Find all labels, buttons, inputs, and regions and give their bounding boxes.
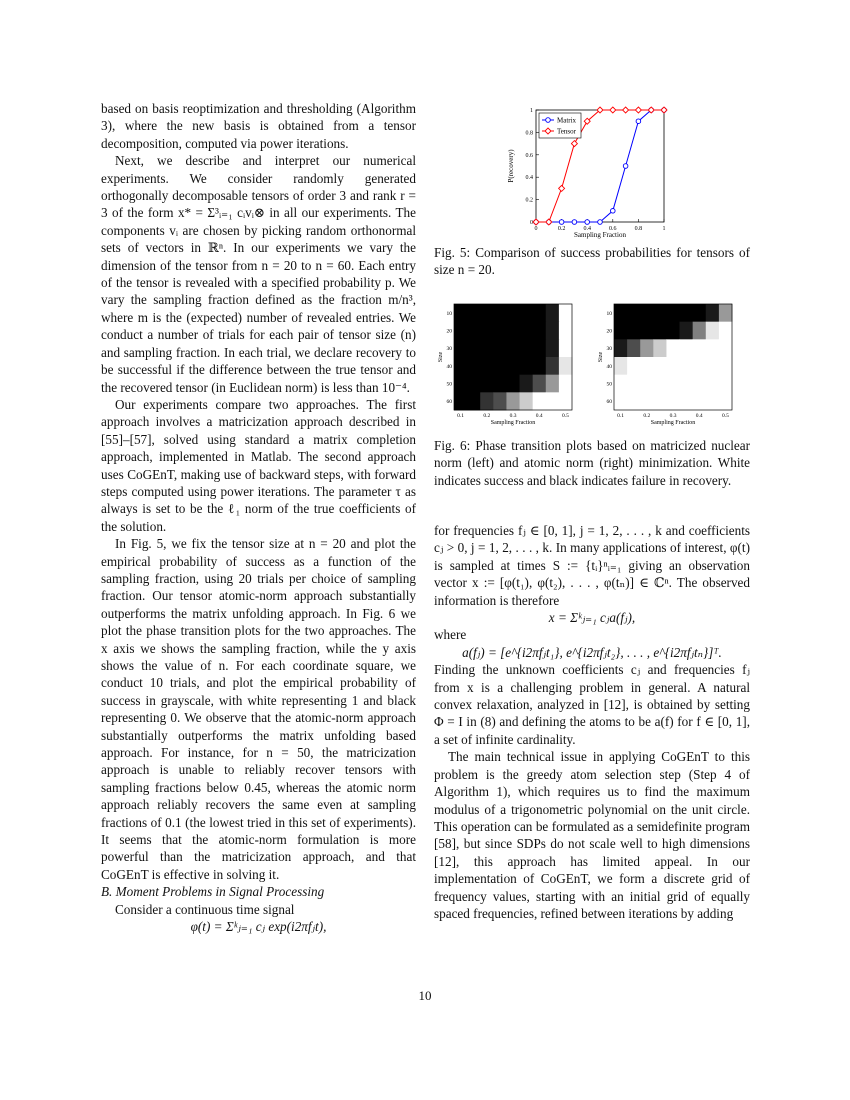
heatmap-cell (480, 304, 494, 322)
heatmap-cell (653, 304, 667, 322)
paragraph: Finding the unknown coefficients cⱼ and frequencies fⱼ from x is a challenging problem in general. A natural convex relaxation, analyzed in [12], is obtained by setting Φ = I in (8) and defining the atoms to be a(f) for f ∈ [0, 1], a set of infinite cardinality. (434, 662, 750, 747)
heatmap-cell (614, 357, 628, 375)
heatmap-cell (614, 375, 628, 393)
x-tick-label: 0.3 (509, 413, 517, 419)
heatmap-cell (666, 304, 680, 322)
heatmap-cell (680, 322, 694, 340)
heatmap-cell (719, 339, 733, 357)
x-axis-label: Sampling Fraction (490, 420, 536, 426)
data-point (611, 209, 616, 214)
data-point (559, 220, 564, 225)
x-tick-label: 0.4 (583, 226, 591, 232)
heatmap-cell (454, 322, 468, 340)
y-tick-label: 0.8 (525, 130, 533, 137)
x-tick-label: 0.5 (722, 413, 729, 419)
x-axis-label: Sampling Fraction (650, 420, 696, 426)
heatmap-cell (653, 357, 667, 375)
heatmap-cell (506, 322, 520, 340)
heatmap-cell (546, 357, 560, 375)
heatmap-cell (719, 357, 733, 375)
left-column (101, 100, 416, 936)
heatmap-cell (640, 339, 654, 357)
heatmap-cell (706, 339, 720, 357)
heatmap-cell (614, 339, 628, 357)
y-axis-label: P(recovery) (507, 149, 515, 183)
heatmap-cell (467, 357, 481, 375)
heatmap-cell (493, 322, 507, 340)
heatmap-cell (467, 392, 481, 410)
heatmap-cell (467, 375, 481, 393)
heatmap-cell (680, 392, 694, 410)
x-tick-label: 0.6 (609, 226, 617, 232)
heatmap-cell (480, 392, 494, 410)
heatmap-cell (520, 304, 534, 322)
heatmap-cell (506, 392, 520, 410)
y-tick-label: 50 (446, 381, 452, 388)
heatmap-cell (506, 339, 520, 357)
y-tick-label: 0.2 (525, 197, 533, 204)
y-tick-label: 0.6 (525, 152, 533, 159)
legend-marker (546, 118, 551, 123)
heatmap-cell (666, 392, 680, 410)
y-tick-label: 50 (606, 381, 612, 388)
paragraph: based on basis reoptimization and thresholding (Algorithm 3), where the new basis is obtained from a tensor decomposition, computed via power iterations. (101, 101, 416, 151)
x-tick-label: 0.8 (634, 226, 643, 232)
heatmap-cell (666, 322, 680, 340)
section-heading: B. Moment Problems in Signal Processing (101, 884, 325, 900)
fig6-left-heatmap (436, 300, 581, 430)
heatmap-cell (627, 357, 641, 375)
heatmap-cell (640, 322, 654, 340)
heatmap-cell (546, 339, 560, 357)
x-tick-label: 0.4 (695, 413, 703, 419)
heatmap-cell (680, 304, 694, 322)
heatmap-cell (559, 322, 573, 340)
heatmap-cell (614, 304, 628, 322)
heatmap-cell (653, 339, 667, 357)
heatmap-cell (533, 392, 547, 410)
x-tick-label: 1 (662, 226, 666, 232)
heatmap-cell (693, 322, 707, 340)
y-tick-label: 60 (606, 399, 612, 406)
x-tick-label: 0.2 (557, 226, 566, 232)
heatmap-cell (533, 375, 547, 393)
heatmap-cell (493, 375, 507, 393)
y-tick-label: 30 (446, 346, 452, 353)
x-tick-label: 0.1 (457, 413, 464, 419)
paragraph: In Fig. 5, we fix the tensor size at n = 20 and plot the empirical probability of success as a function of the sampling fraction, using 20 trials per choice of sampling fraction. Our tensor atomic-norm approach substantially outperforms the matrix unfolding approach. In Fig. 6 we plot the phase transition plots for the two approaches. The x axis we shows the sampling fraction, while the y axis shows the value of n. For each coordinate square, we conduct 10 trials, and plot the empirical probability of success in grayscale, with white representing 1 and black representing 0. We observe that the atomic-norm approach substantially outperforms the matrix unfolding based approach. For instance, for n = 50, the matricization approach is unable to reliably recover tensors with sampling fractions below 0.45, whereas the atomic norm approach reliably recovers the same even at sampling fractions of 0.1 (the lowest tried in this set of experiments). It seems that the atomic-norm formulation is more powerful than the matricization approach, and that CoGEnT is effective in solving it. (101, 536, 416, 882)
heatmap-cell (493, 304, 507, 322)
heatmap-cell (706, 357, 720, 375)
y-tick-label: 0 (530, 220, 533, 226)
heatmap-cell (627, 339, 641, 357)
x-tick-label: 0.1 (617, 413, 624, 419)
heatmap-cell (653, 392, 667, 410)
y-tick-label: 1 (530, 108, 533, 114)
heatmap-cell (640, 375, 654, 393)
fig5-caption: Fig. 5: Comparison of success probabilities for tensors of size n = 20. (434, 245, 750, 278)
y-tick-label: 30 (606, 346, 612, 353)
x-tick-label: 0.5 (562, 413, 569, 419)
heatmap-cell (559, 392, 573, 410)
x-tick-label: 0.3 (669, 413, 677, 419)
heatmap-cell (693, 304, 707, 322)
heatmap-cell (706, 392, 720, 410)
heatmap-cell (533, 357, 547, 375)
heatmap-cell (640, 357, 654, 375)
x-axis-label: Sampling Fraction (574, 231, 626, 239)
heatmap-cell (640, 304, 654, 322)
heatmap-cell (666, 339, 680, 357)
data-point (636, 119, 641, 124)
data-point (572, 220, 577, 225)
x-tick-label: 0.4 (535, 413, 543, 419)
equation: φ(t) = Σᵏⱼ₌₁ cⱼ exp(i2πfⱼt), (190, 919, 327, 935)
heatmap-cell (467, 322, 481, 340)
heatmap-cell (666, 357, 680, 375)
heatmap-cell (559, 357, 573, 375)
heatmap-cell (653, 322, 667, 340)
heatmap-cell (454, 392, 468, 410)
heatmap-cell (719, 392, 733, 410)
heatmap-cell (454, 357, 468, 375)
heatmap-cell (533, 322, 547, 340)
heatmap-cell (559, 339, 573, 357)
equation: a(fⱼ) = [e^{i2πfⱼt₁}, e^{i2πfⱼt₂}, . . . , e^{i2πfⱼtₙ}]ᵀ. (462, 644, 722, 660)
heatmap-cell (706, 375, 720, 393)
heatmap-cell (546, 375, 560, 393)
y-tick-label: 0.4 (525, 175, 533, 182)
heatmap-cell (506, 357, 520, 375)
data-point (623, 164, 628, 169)
heatmap-cell (706, 322, 720, 340)
paragraph: where (434, 627, 467, 643)
heatmap-cell (546, 392, 560, 410)
paragraph: The main technical issue in applying CoGEnT to this problem is the greedy atom selection step (Step 4 of Algorithm 1), which requires us to find the maximum modulus of a trigonometric polynomial on the unit circle. This operation can be formulated as a semidefinite program [58], but since SDPs do not scale well to high dimensions [12], this approach has limited appeal. In our implementation of CoGEnT, we form a discrete grid of frequency values, starting with an initial grid of equally spaced frequencies, refined between iterations by adding (434, 749, 750, 921)
heatmap-cell (627, 304, 641, 322)
y-tick-label: 10 (446, 310, 452, 317)
heatmap-cell (640, 392, 654, 410)
heatmap-cell (493, 392, 507, 410)
heatmap-cell (454, 304, 468, 322)
equation: x = Σᵏⱼ₌₁ cⱼa(fⱼ), (548, 610, 636, 626)
heatmap-cell (627, 322, 641, 340)
fig6-caption: Fig. 6: Phase transition plots based on matricized nuclear norm (left) and atomic norm (right) minimization. White indicates success and black indicates failure in recovery. (434, 438, 750, 488)
y-tick-label: 60 (446, 399, 452, 406)
y-tick-label: 40 (606, 363, 612, 370)
heatmap-cell (680, 357, 694, 375)
heatmap-cell (454, 339, 468, 357)
x-tick-label: 0.2 (483, 413, 491, 419)
heatmap-cell (467, 339, 481, 357)
heatmap-cell (533, 304, 547, 322)
right-column (434, 522, 750, 922)
heatmap-cell (493, 339, 507, 357)
heatmap-cell (693, 357, 707, 375)
paragraph: Consider a continuous time signal (115, 901, 295, 917)
y-tick-label: 20 (606, 328, 612, 335)
heatmap-cell (520, 357, 534, 375)
heatmap-cell (706, 304, 720, 322)
heatmap-cell (680, 375, 694, 393)
heatmap-cell (533, 339, 547, 357)
y-tick-label: 20 (446, 328, 452, 335)
heatmap-cell (546, 304, 560, 322)
heatmap-cell (693, 392, 707, 410)
x-tick-label: 0.2 (643, 413, 651, 419)
heatmap-cell (480, 375, 494, 393)
heatmap-cell (559, 304, 573, 322)
heatmap-cell (627, 392, 641, 410)
heatmap-cell (680, 339, 694, 357)
heatmap-cell (666, 375, 680, 393)
heatmap-cell (614, 392, 628, 410)
heatmap-cell (653, 375, 667, 393)
page-number: 10 (418, 988, 432, 1003)
legend-label: Tensor (557, 127, 576, 136)
heatmap-cell (546, 322, 560, 340)
heatmap-cell (454, 375, 468, 393)
heatmap-cell (559, 375, 573, 393)
paragraph: for frequencies fⱼ ∈ [0, 1], j = 1, 2, . . . , k and coefficients cⱼ > 0, j = 1, 2, . . . , k. In many applications of interest, φ(t) is sampled at times S := {tᵢ}ⁿᵢ₌₁ giving an observation vector x := [φ(t₁), φ(t₂), . . . , φ(tₙ)] ∈ ℂⁿ. The observed information is therefore (434, 523, 750, 608)
heatmap-cell (506, 375, 520, 393)
heatmap-cell (614, 322, 628, 340)
heatmap-cell (520, 375, 534, 393)
x-tick-label: 0 (534, 226, 538, 232)
y-tick-label: 40 (446, 363, 452, 370)
heatmap-cell (719, 375, 733, 393)
data-point (598, 220, 603, 225)
heatmap-cell (693, 375, 707, 393)
heatmap-cell (627, 375, 641, 393)
y-axis-label: Size (598, 351, 604, 363)
heatmap-cell (719, 304, 733, 322)
heatmap-cell (520, 322, 534, 340)
heatmap-cell (480, 339, 494, 357)
fig6-right-heatmap (596, 300, 741, 430)
heatmap-cell (719, 322, 733, 340)
heatmap-cell (506, 304, 520, 322)
y-tick-label: 10 (606, 310, 612, 317)
paragraph: Our experiments compare two approaches. The first approach involves a matricization approach described in [55]–[57], solved using standard a matrix completion approach, implemented in Matlab. The second approach uses CoGEnT, making use of backward steps, with forward steps computed using power iterations. The parameter τ as always is set to be the ℓ₁ norm of the true coefficients of the solution. (101, 396, 416, 534)
paragraph: Next, we describe and interpret our numerical experiments. We consider randomly generated orthogonally decomposable tensors of order 3 and rank r = 3 of the form x* = Σ³ᵢ₌₁ cᵢvᵢ⊗ in all our experiments. The components vᵢ are chosen by picking random orthonormal sets of vectors in ℝⁿ. In our experiments we vary the dimension of the tensor from n = 20 to n = 60. Each entry of the tensor is revealed with a specified probability p. We vary the sampling fraction defined as the fraction m/n³, where m is the (expected) number of revealed entries. We conduct a number of trials for each pair of tensor size (n) and sampling fraction. In each trial, we declare recovery to be successful if the difference between the true tensor and the recovered tensor (in Euclidean norm) is less than 10⁻⁴. (101, 153, 416, 395)
heatmap-cell (467, 304, 481, 322)
heatmap-cell (480, 322, 494, 340)
heatmap-cell (693, 339, 707, 357)
y-axis-label: Size (438, 351, 444, 363)
heatmap-cell (520, 339, 534, 357)
heatmap-cell (493, 357, 507, 375)
legend-label: Matrix (557, 116, 577, 125)
heatmap-cell (480, 357, 494, 375)
data-point (585, 220, 590, 225)
heatmap-cell (520, 392, 534, 410)
fig5-line-chart (496, 102, 678, 242)
